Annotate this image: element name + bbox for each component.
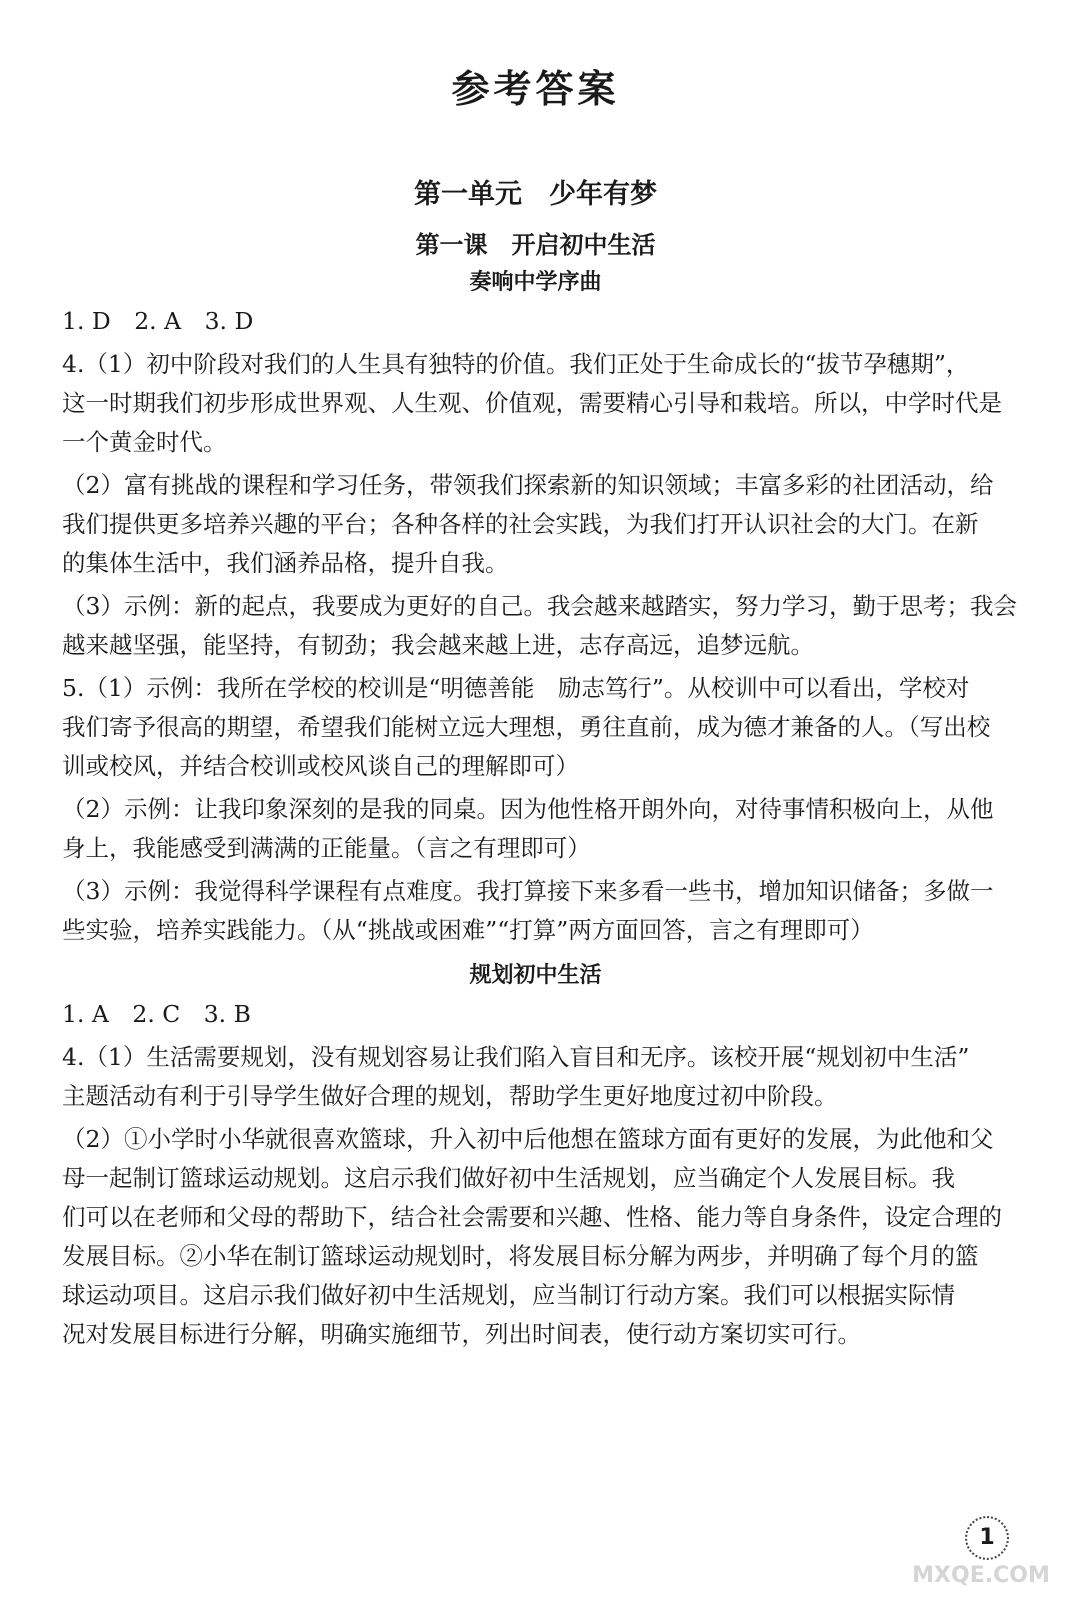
- answer-paragraph: [62, 466, 992, 583]
- answer-line: 主题活动有利于引导学生做好合理的规划，帮助学生更好地度过初中阶段。: [62, 1082, 838, 1110]
- answer-paragraph: [62, 790, 992, 868]
- page-title: 参考答案: [451, 67, 620, 111]
- answer-paragraph: [62, 1038, 992, 1116]
- answer-line: 球运动项目。这启示我们做好初中生活规划，应当制订行动方案。我们可以根据实际情: [62, 1281, 955, 1309]
- answer-paragraph: [62, 669, 992, 786]
- answer-line: 1. D 2. A 3. D: [62, 307, 254, 335]
- answer-line: 1. A 2. C 3. B: [62, 1000, 251, 1028]
- answer-line: （2）富有挑战的课程和学习任务，带领我们探索新的知识领域；丰富多彩的社团活动，给: [62, 471, 994, 499]
- answer-paragraph: [62, 872, 992, 950]
- answer-line: 的集体生活中，我们涵养品格，提升自我。: [62, 549, 509, 577]
- unit-title: 第一单元 少年有梦: [414, 179, 657, 210]
- answer-paragraph: [62, 995, 992, 1034]
- answer-line: 发展目标。②小华在制订篮球运动规划时，将发展目标分解为两步，并明确了每个月的篮: [62, 1242, 979, 1270]
- answer-line: （3）示例：我觉得科学课程有点难度。我打算接下来多看一些书，增加知识储备；多做一: [62, 877, 994, 905]
- answer-line: 况对发展目标进行分解，明确实施细节，列出时间表，使行动方案切实可行。: [62, 1320, 861, 1348]
- section-answers: [62, 995, 1002, 1354]
- answer-line: 们可以在老师和父母的帮助下，结合社会需要和兴趣、性格、能力等自身条件，设定合理的: [62, 1203, 1002, 1231]
- answer-line: 我们寄予很高的期望，希望我们能树立远大理想，勇往直前，成为德才兼备的人。（写出校: [62, 713, 991, 741]
- section-answers: [62, 302, 1017, 950]
- answer-line: （2）示例：让我印象深刻的是我的同桌。因为他性格开朗外向，对待事情积极向上，从他: [62, 795, 994, 823]
- answer-line: 一个黄金时代。: [62, 428, 227, 456]
- answer-line: （3）示例：新的起点，我要成为更好的自己。我会越来越踏实，努力学习，勤于思考；我会: [62, 592, 1017, 620]
- answer-line: 母一起制订篮球运动规划。这启示我们做好初中生活规划，应当确定个人发展目标。我: [62, 1164, 955, 1192]
- answer-line: 4.（1）生活需要规划，没有规划容易让我们陷入盲目和无序。该校开展“规划初中生活”: [62, 1043, 970, 1071]
- answer-paragraph: [62, 302, 992, 341]
- answer-line: 4.（1）初中阶段对我们的人生具有独特的价值。我们正处于生命成长的“拔节孕穗期”，: [62, 350, 970, 378]
- watermark-text: MXQE.COM: [912, 1563, 1050, 1588]
- answer-line: 5.（1）示例：我所在学校的校训是“明德善能 励志笃行”。从校训中可以看出，学校对: [62, 674, 970, 702]
- answer-line: 身上，我能感受到满满的正能量。（言之有理即可）: [62, 834, 591, 862]
- answer-line: 我们提供更多培养兴趣的平台；各种各样的社会实践，为我们打开认识社会的大门。在新: [62, 510, 979, 538]
- answer-line: 训或校风，并结合校训或校风谈自己的理解即可）: [62, 752, 579, 780]
- watermark-logo: [901, 1502, 1061, 1592]
- lesson-title: 第一课 开启初中生活: [415, 231, 656, 259]
- answer-line: 些实验，培养实践能力。（从“挑战或困难”“打算”两方面回答，言之有理即可）: [62, 916, 874, 944]
- page-number: 1: [965, 1516, 1009, 1560]
- answer-line: 越来越坚强，能坚持，有韧劲；我会越来越上进，志存高远，追梦远航。: [62, 631, 814, 659]
- answer-paragraph: [62, 345, 1002, 462]
- answer-line: 这一时期我们初步形成世界观、人生观、价值观，需要精心引导和栽培。所以，中学时代是: [62, 389, 1002, 417]
- answer-paragraph: [62, 1120, 1002, 1354]
- answer-paragraph: [62, 587, 1017, 665]
- section-heading: 规划初中生活: [469, 963, 602, 988]
- section-heading: 奏响中学序曲: [469, 270, 602, 295]
- answer-line: （2）①小学时小华就很喜欢篮球，升入初中后他想在篮球方面有更好的发展，为此他和父: [62, 1125, 994, 1153]
